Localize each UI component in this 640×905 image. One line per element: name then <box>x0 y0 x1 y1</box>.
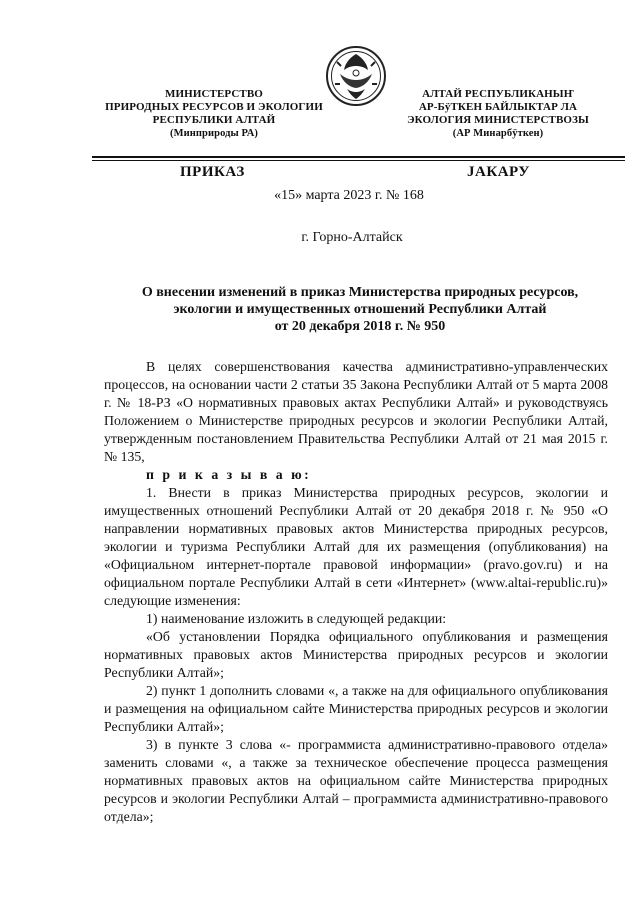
title-line3: от 20 декабря 2018 г. № 950 <box>274 319 446 334</box>
header-divider-thick <box>92 156 625 158</box>
header-left-ministry-ru <box>94 88 334 140</box>
paragraph-preamble: В целях совершенствования качества административно-управленческих процессов, на основании части 2 статьи 35 Закона Республики Алтай от 5 марта 2008 г. № 18-РЗ «О нормативных правовых актах Республики Алтай» и руководствуясь Положением о Министерстве природных ресурсов и экологии Республики Алтай, утвержденным постановлением Правительства Республики Алтай от 21 мая 2015 г. № 135, <box>104 359 608 464</box>
paragraph-order-word: п р и к а з ы в а ю: <box>146 467 312 482</box>
header-left-line1: МИНИСТЕРСТВО <box>165 88 263 100</box>
paragraph-item-1: 1. Внести в приказ Министерства природных ресурсов, экологии и имущественных отношений Республики Алтай от 20 декабря 2018 г. № 950 «О направлении нормативных правовых актов Министерства природных ресурсов, экологии и туризма Республики Алтай для их размещения (опубликования) на «Официальном интернет-портале правовой информации» (pravo.gov.ru) и на официальном портале Республики Алтай в сети «Интернет» (www.altai-republic.ru)» следующие изменения: <box>104 485 608 608</box>
header-left-abbr: (Минприроды РА) <box>169 128 259 139</box>
paragraph-subitem-3: 3) в пункте 3 слова «- программиста административно-правового отдела» заменить словами «, а также за техническое обеспечение процесса размещения нормативных правовых актов на официальном сайте Министерства природных ресурсов и экологии Республики Алтай – программиста административно-правового отдела»; <box>104 737 608 824</box>
order-date-number: «15» марта 2023 г. № 168 <box>274 188 424 203</box>
title-line2: экологии и имущественных отношений Республики Алтай <box>173 302 547 317</box>
header-right-abbr: (АР Минарбÿткен) <box>452 128 544 139</box>
header-right-ministry-alt <box>378 88 618 140</box>
header-right-line3: ЭКОЛОГИЯ МИНИСТЕРСТВОЗЫ <box>407 114 589 126</box>
header-right-line2: АР-БÿТКЕН БАЙЛЫКТАР ЛА <box>418 101 578 113</box>
header-divider-thin <box>92 160 625 161</box>
header-right-line1: АЛТАЙ РЕСПУБЛИКАНЫҤ <box>422 88 574 100</box>
paragraph-subitem-1: 1) наименование изложить в следующей редакции: <box>146 611 447 626</box>
order-word-ru: ПРИКАЗ <box>180 164 245 180</box>
order-word-alt: JАКАРУ <box>467 164 530 180</box>
paragraph-subitem-2: 2) пункт 1 дополнить словами «, а также на для официального опубликования и размещения на официальном сайте Министерства природных ресурсов и экологии Республики Алтай»; <box>104 683 608 734</box>
document-title <box>100 284 620 335</box>
document-body <box>104 358 608 826</box>
paragraph-new-name: «Об установлении Порядка официального опубликования и размещения нормативных правовых актов Министерства природных ресурсов и экологии Республики Алтай»; <box>104 629 608 680</box>
header-left-line2: ПРИРОДНЫХ РЕСУРСОВ И ЭКОЛОГИИ <box>105 101 323 113</box>
title-line1: О внесении изменений в приказ Министерства природных ресурсов, <box>141 285 579 300</box>
order-city: г. Горно-Алтайск <box>301 230 403 245</box>
header-left-line3: РЕСПУБЛИКИ АЛТАЙ <box>152 114 276 126</box>
